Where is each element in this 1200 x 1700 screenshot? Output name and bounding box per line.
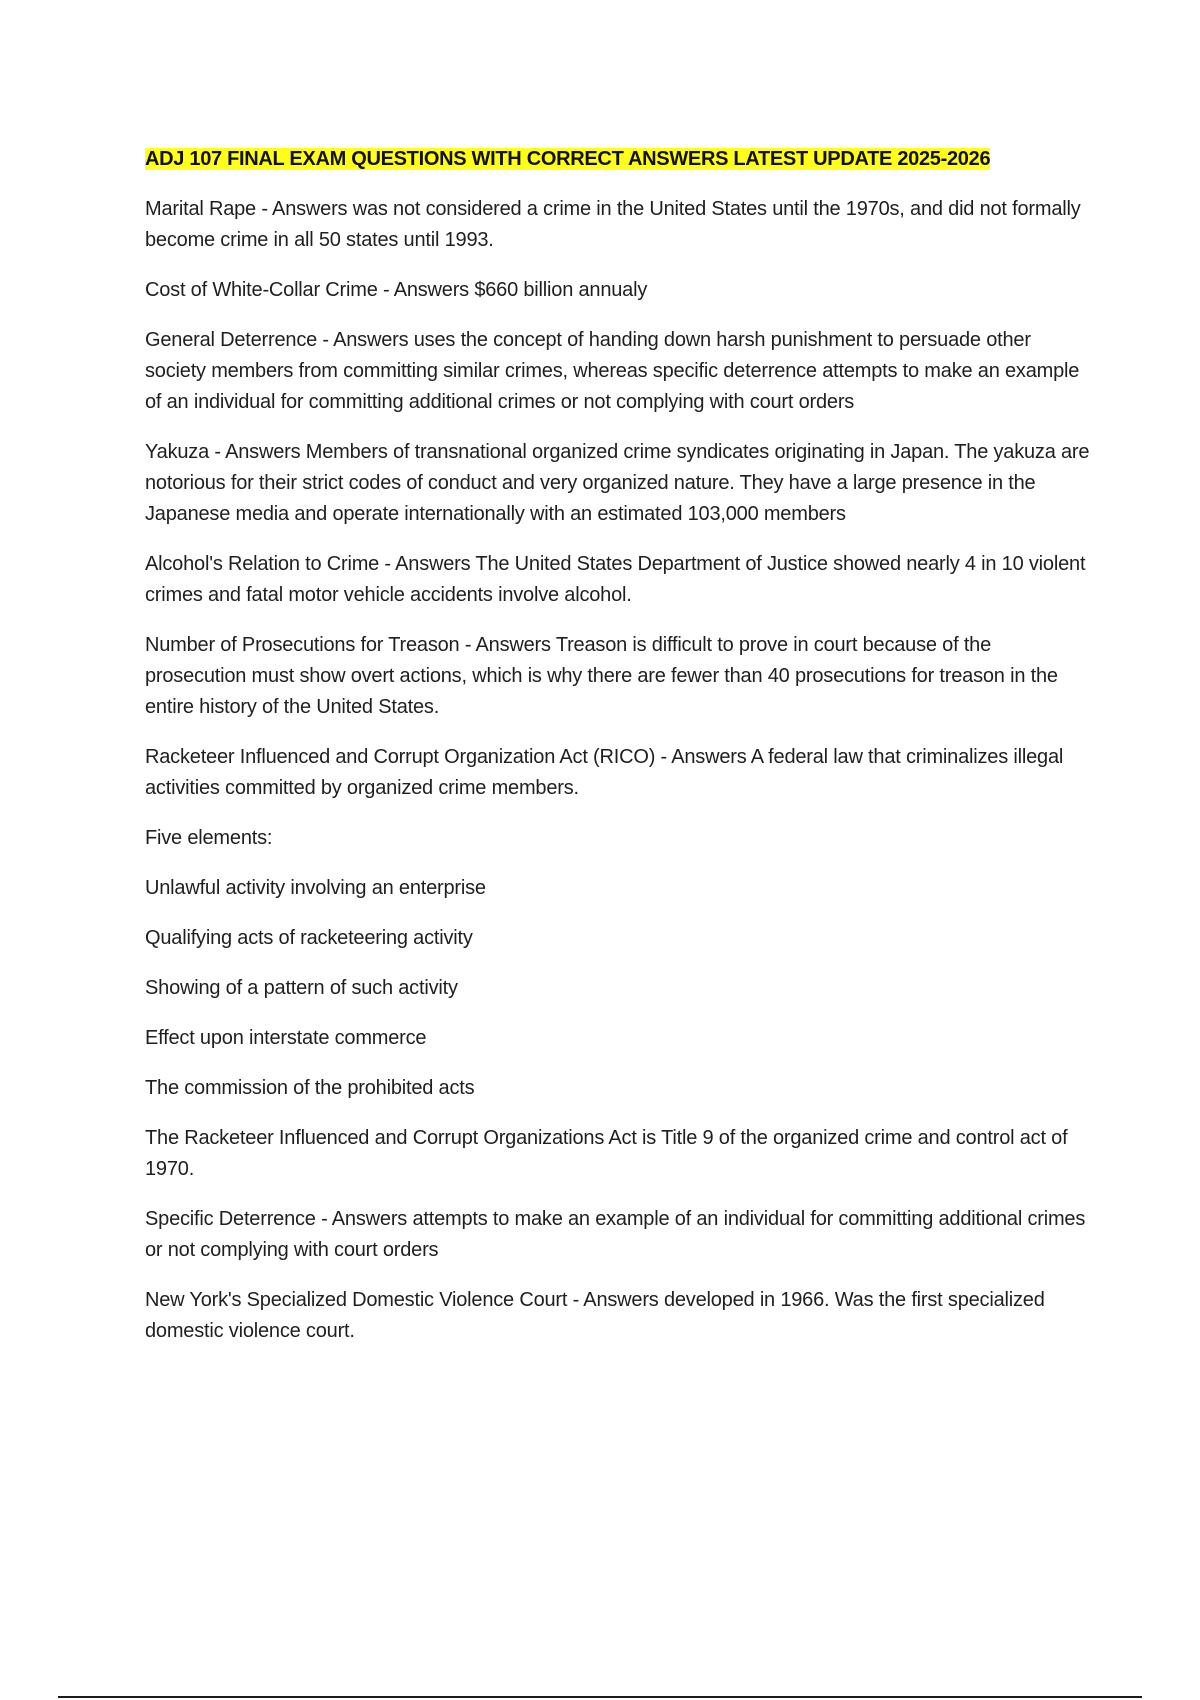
qa-alcohol-crime: Alcohol's Relation to Crime - Answers The United States Department of Justice showed nearly 4 in 10 violent crimes and fatal motor vehicle accidents involve alcohol.: [145, 553, 1086, 606]
rico-elements-heading: Five elements:: [145, 827, 273, 849]
qa-specific-deterrence: Specific Deterrence - Answers attempts to make an example of an individual for committing additional crimes or not complying with court orders: [145, 1208, 1086, 1261]
rico-title-note: The Racketeer Influenced and Corrupt Organizations Act is Title 9 of the organized crime and control act of 1970.: [145, 1127, 1068, 1180]
rico-element-item: Effect upon interstate commerce: [145, 1027, 427, 1049]
qa-rico: Racketeer Influenced and Corrupt Organization Act (RICO) - Answers A federal law that criminalizes illegal activities committed by organized crime members.: [145, 746, 1064, 799]
qa-marital-rape: Marital Rape - Answers was not considered a crime in the United States until the 1970s, and did not formally become crime in all 50 states until 1993.: [145, 198, 1081, 251]
qa-ny-dv-court: New York's Specialized Domestic Violence Court - Answers developed in 1966. Was the first specialized domestic violence court.: [145, 1289, 1045, 1342]
document-title: ADJ 107 FINAL EXAM QUESTIONS WITH CORRECT ANSWERS LATEST UPDATE 2025-2026: [145, 148, 991, 170]
footer-divider: [58, 1696, 1142, 1698]
title-block: [145, 144, 1095, 176]
document-body: [145, 144, 1095, 1366]
rico-element-item: The commission of the prohibited acts: [145, 1077, 475, 1099]
rico-element-item: Showing of a pattern of such activity: [145, 977, 458, 999]
qa-general-deterrence: General Deterrence - Answers uses the concept of handing down harsh punishment to persuade other society members from committing similar crimes, whereas specific deterrence attempts to make an example of an individual for committing additional crimes or not complying with court orders: [145, 329, 1080, 413]
qa-treason-prosecutions: Number of Prosecutions for Treason - Answers Treason is difficult to prove in court because of the prosecution must show overt actions, which is why there are fewer than 40 prosecutions for treason in the entire history of the United States.: [145, 634, 1058, 718]
qa-white-collar-cost: Cost of White-Collar Crime - Answers $660 billion annualy: [145, 279, 648, 301]
rico-element-item: Qualifying acts of racketeering activity: [145, 927, 473, 949]
qa-yakuza: Yakuza - Answers Members of transnational organized crime syndicates originating in Japan. The yakuza are notorious for their strict codes of conduct and very organized nature. They have a large presence in the Japanese media and operate internationally with an estimated 103,000 members: [145, 441, 1090, 525]
rico-element-item: Unlawful activity involving an enterprise: [145, 877, 486, 899]
